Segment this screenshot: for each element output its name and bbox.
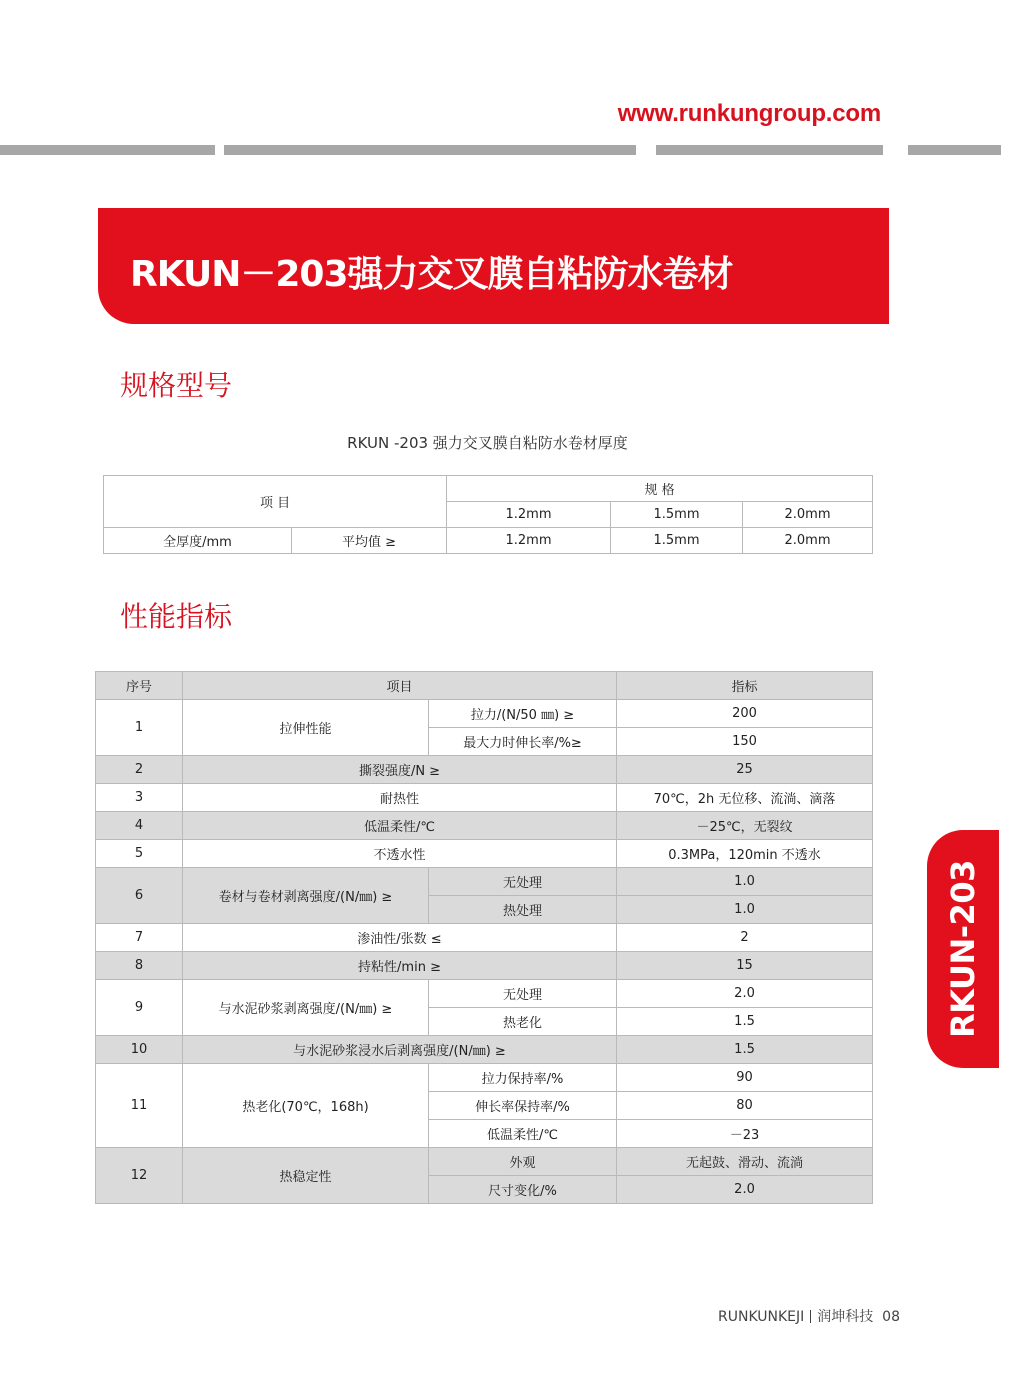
row-value: 2 bbox=[617, 924, 873, 952]
table-row bbox=[96, 700, 873, 728]
row-subitem: 无处理 bbox=[429, 980, 617, 1008]
row-item: 低温柔性/℃ bbox=[183, 812, 617, 840]
spec-row-value: 1.5mm bbox=[611, 528, 743, 554]
row-subitem: 最大力时伸长率/%≥ bbox=[429, 728, 617, 756]
row-item: 与水泥砂浆浸水后剥离强度/(N/㎜) ≥ bbox=[183, 1036, 617, 1064]
row-value: 25 bbox=[617, 756, 873, 784]
row-value: 80 bbox=[617, 1092, 873, 1120]
row-value: －23 bbox=[617, 1120, 873, 1148]
header-item: 项目 bbox=[183, 672, 617, 700]
row-value: 200 bbox=[617, 700, 873, 728]
performance-table bbox=[95, 671, 873, 1204]
row-no: 12 bbox=[96, 1148, 183, 1204]
table-header-row bbox=[96, 672, 873, 700]
row-no: 5 bbox=[96, 840, 183, 868]
section-title-performance: 性能指标 bbox=[120, 600, 233, 633]
row-value: 1.0 bbox=[617, 896, 873, 924]
row-value: 2.0 bbox=[617, 1176, 873, 1204]
row-item: 与水泥砂浆剥离强度/(N/㎜) ≥ bbox=[183, 980, 429, 1036]
table-row bbox=[96, 952, 873, 980]
row-subitem: 低温柔性/℃ bbox=[429, 1120, 617, 1148]
table-row bbox=[104, 476, 873, 502]
spec-row-value: 2.0mm bbox=[743, 528, 873, 554]
title-banner bbox=[98, 208, 889, 324]
spec-table bbox=[103, 475, 873, 554]
table-row bbox=[96, 980, 873, 1008]
spec-table-caption: RKUN -203 强力交叉膜自粘防水卷材厚度 bbox=[347, 434, 628, 452]
row-item: 不透水性 bbox=[183, 840, 617, 868]
row-value: 1.0 bbox=[617, 868, 873, 896]
footer-brand: RUNKUNKEJI bbox=[718, 1309, 805, 1325]
spec-size: 1.5mm bbox=[611, 502, 743, 528]
table-row bbox=[96, 1148, 873, 1176]
row-subitem: 外观 bbox=[429, 1148, 617, 1176]
header-divider-segment bbox=[0, 145, 215, 155]
row-item: 热老化(70℃，168h) bbox=[183, 1064, 429, 1148]
table-row bbox=[96, 812, 873, 840]
table-row bbox=[96, 1064, 873, 1092]
page-number: 08 bbox=[882, 1309, 900, 1325]
table-row bbox=[96, 868, 873, 896]
spec-size: 2.0mm bbox=[743, 502, 873, 528]
row-no: 3 bbox=[96, 784, 183, 812]
row-value: 90 bbox=[617, 1064, 873, 1092]
row-subitem: 无处理 bbox=[429, 868, 617, 896]
side-tab-label: RKUN-203 bbox=[944, 860, 982, 1038]
row-subitem: 伸长率保持率/% bbox=[429, 1092, 617, 1120]
row-no: 11 bbox=[96, 1064, 183, 1148]
row-item: 拉伸性能 bbox=[183, 700, 429, 756]
row-value: 2.0 bbox=[617, 980, 873, 1008]
row-subitem: 尺寸变化/% bbox=[429, 1176, 617, 1204]
row-no: 7 bbox=[96, 924, 183, 952]
spec-row-value: 1.2mm bbox=[447, 528, 611, 554]
row-no: 4 bbox=[96, 812, 183, 840]
row-item: 耐热性 bbox=[183, 784, 617, 812]
header-index: 指标 bbox=[617, 672, 873, 700]
row-value: 0.3MPa，120min 不透水 bbox=[617, 840, 873, 868]
header-divider-segment bbox=[908, 145, 1001, 155]
page-title: RKUN－203强力交叉膜自粘防水卷材 bbox=[130, 254, 733, 295]
row-item: 卷材与卷材剥离强度/(N/㎜) ≥ bbox=[183, 868, 429, 924]
page-footer bbox=[600, 1306, 900, 1326]
section-title-spec: 规格型号 bbox=[120, 369, 233, 402]
row-no: 1 bbox=[96, 700, 183, 756]
spec-size: 1.2mm bbox=[447, 502, 611, 528]
row-no: 9 bbox=[96, 980, 183, 1036]
row-subitem: 拉力/(N/50 ㎜) ≥ bbox=[429, 700, 617, 728]
website-url: www.runkungroup.com bbox=[617, 100, 881, 127]
row-value: 无起鼓、滑动、流淌 bbox=[617, 1148, 873, 1176]
row-item: 持粘性/min ≥ bbox=[183, 952, 617, 980]
table-row bbox=[96, 840, 873, 868]
row-subitem: 热老化 bbox=[429, 1008, 617, 1036]
table-row bbox=[96, 784, 873, 812]
row-no: 10 bbox=[96, 1036, 183, 1064]
row-value: －25℃，无裂纹 bbox=[617, 812, 873, 840]
row-subitem: 热处理 bbox=[429, 896, 617, 924]
header-divider-segment bbox=[224, 145, 636, 155]
spec-spec-header: 规 格 bbox=[447, 476, 873, 502]
row-value: 70℃，2h 无位移、流淌、滴落 bbox=[617, 784, 873, 812]
row-value: 150 bbox=[617, 728, 873, 756]
footer-separator bbox=[810, 1310, 811, 1323]
row-item: 撕裂强度/N ≥ bbox=[183, 756, 617, 784]
row-value: 15 bbox=[617, 952, 873, 980]
header-no: 序号 bbox=[96, 672, 183, 700]
row-item: 渗油性/张数 ≤ bbox=[183, 924, 617, 952]
table-row bbox=[96, 1036, 873, 1064]
row-no: 2 bbox=[96, 756, 183, 784]
row-value: 1.5 bbox=[617, 1008, 873, 1036]
table-row bbox=[104, 528, 873, 554]
table-row bbox=[96, 924, 873, 952]
table-row bbox=[96, 756, 873, 784]
spec-row-condition: 平均值 ≥ bbox=[292, 528, 447, 554]
header-divider-segment bbox=[656, 145, 883, 155]
side-tab bbox=[927, 830, 999, 1068]
row-no: 6 bbox=[96, 868, 183, 924]
footer-brand-cn: 润坤科技 bbox=[817, 1309, 874, 1325]
row-no: 8 bbox=[96, 952, 183, 980]
row-subitem: 拉力保持率/% bbox=[429, 1064, 617, 1092]
row-value: 1.5 bbox=[617, 1036, 873, 1064]
spec-item-header: 项 目 bbox=[104, 476, 447, 528]
spec-row-label: 全厚度/mm bbox=[104, 528, 292, 554]
row-item: 热稳定性 bbox=[183, 1148, 429, 1204]
